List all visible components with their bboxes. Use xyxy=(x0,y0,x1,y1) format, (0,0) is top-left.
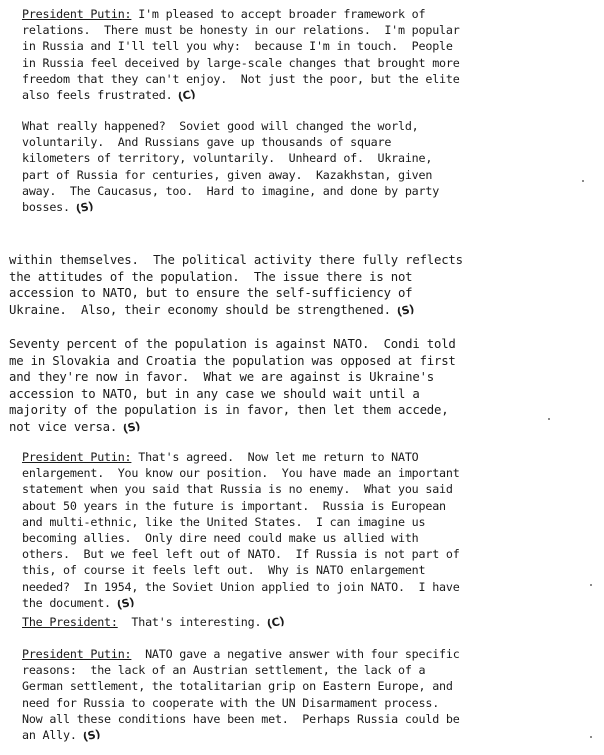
scan-speck xyxy=(548,418,550,420)
text-line: relations. There must be honesty in our relations. I'm popular xyxy=(22,23,460,38)
classification-mark: (S) xyxy=(74,199,95,216)
paragraph-putin-nato-enlargement xyxy=(22,449,460,612)
speaker-label: President Putin: xyxy=(22,450,132,464)
classification-mark: (C) xyxy=(266,614,286,631)
text-line: NATO gave a negative answer with four specific xyxy=(131,647,460,661)
paragraph-putin-framework xyxy=(22,6,460,104)
text-line: statement when you said that Russia is no enemy. What you said xyxy=(22,482,453,497)
paragraph-soviet-goodwill xyxy=(22,118,439,216)
classification-mark: (S) xyxy=(81,727,102,744)
text-line: and they're now in favor. What we are against is Ukraine's xyxy=(9,370,434,385)
text-line: about 50 years in the future is important. Russia is European xyxy=(22,498,446,513)
paragraph-ukraine-politics xyxy=(9,252,463,319)
classification-mark: (S) xyxy=(115,595,136,612)
text-line: Ukraine. Also, their economy should be strengthened. xyxy=(9,302,391,317)
paragraph-president-interesting xyxy=(22,614,285,631)
text-line: the attitudes of the population. The issue there is not xyxy=(9,269,413,284)
text-line: part of Russia for centuries, given away. Kazakhstan, given xyxy=(22,167,433,182)
text-line: the document. xyxy=(22,595,111,610)
text-line: within themselves. The political activity there fully reflects xyxy=(9,253,463,267)
text-line: not vice versa. xyxy=(9,419,118,434)
text-line: That's interesting. xyxy=(117,615,262,629)
text-line: kilometers of territory, voluntarily. Unheard of. Ukraine, xyxy=(22,151,433,166)
speaker-label: President Putin: xyxy=(22,7,132,21)
text-line: What really happened? Soviet good will changed the world, xyxy=(22,119,419,133)
text-line: That's agreed. Now let me return to NATO xyxy=(131,450,419,464)
speaker-label: President Putin: xyxy=(22,647,132,661)
text-line: need for Russia to cooperate with the UN Disarmament process. xyxy=(22,695,440,710)
text-line: away. The Caucasus, too. Hard to imagine, and done by party xyxy=(22,183,440,198)
text-line: this, of course it feels left out. Why is NATO enlargement xyxy=(22,563,426,578)
classification-mark: (S) xyxy=(395,302,416,319)
text-line: bosses. xyxy=(22,200,70,215)
paragraph-putin-four-reasons xyxy=(22,646,460,744)
text-line: voluntarily. And Russians gave up thousands of square xyxy=(22,135,392,150)
classification-mark: (S) xyxy=(121,419,142,436)
text-line: German settlement, the totalitarian grip on Eastern Europe, and xyxy=(22,679,453,694)
scan-speck xyxy=(582,180,584,182)
text-line: enlargement. You know our position. You have made an important xyxy=(22,466,460,481)
speaker-label: The President: xyxy=(22,615,118,629)
paragraph-seventy-percent xyxy=(9,336,456,437)
text-line: and multi-ethnic, like the United States. I can imagine us xyxy=(22,514,426,529)
text-line: Seventy percent of the population is against NATO. Condi told xyxy=(9,337,456,351)
text-line: accession to NATO, but in any case we should wait until a xyxy=(9,386,420,401)
classification-mark: (C) xyxy=(177,87,197,104)
text-line: freedom that they can't enjoy. Not just the poor, but the elite xyxy=(22,71,460,86)
text-line: in Russia feel deceived by large-scale changes that brought more xyxy=(22,55,460,70)
text-line: me in Slovakia and Croatia the population was opposed at first xyxy=(9,353,456,368)
text-line: Now all these conditions have been met. Perhaps Russia could be xyxy=(22,711,460,726)
text-line: also feels frustrated. xyxy=(22,88,173,103)
text-line: reasons: the lack of an Austrian settlement, the lack of a xyxy=(22,663,426,678)
text-line: in Russia and I'll tell you why: because I'm in touch. People xyxy=(22,39,453,54)
text-line: becoming allies. Only dire need could make us allied with xyxy=(22,531,419,546)
scan-speck xyxy=(590,584,592,586)
text-line: majority of the population is in favor, then let them accede, xyxy=(9,403,449,418)
text-line: I'm pleased to accept broader framework of xyxy=(131,7,426,21)
text-line: accession to NATO, but to ensure the self-sufficiency of xyxy=(9,286,413,301)
text-line: others. But we feel left out of NATO. If Russia is not part of xyxy=(22,547,460,562)
text-line: needed? In 1954, the Soviet Union applied to join NATO. I have xyxy=(22,579,460,594)
text-line: an Ally. xyxy=(22,728,77,743)
scan-speck xyxy=(590,736,592,738)
